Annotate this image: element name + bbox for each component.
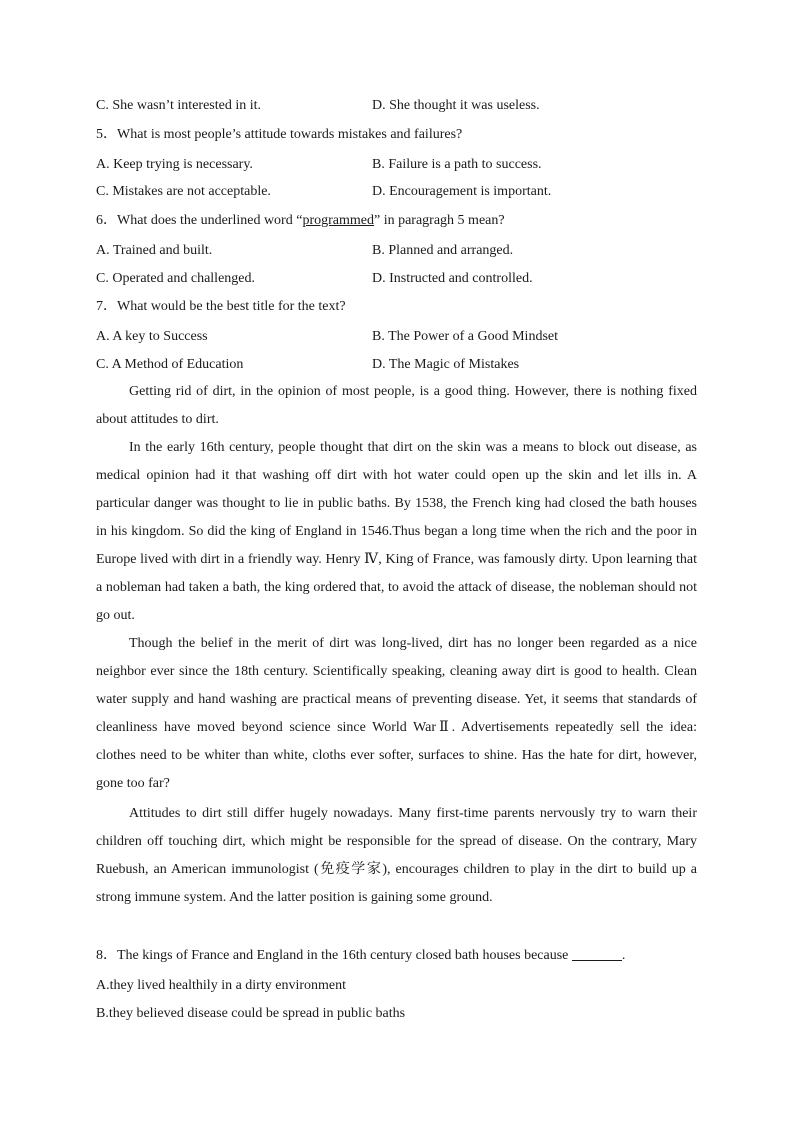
q8-stem: 8．The kings of France and England in the 16th century closed bath houses because: [96, 948, 569, 963]
q7-options-row-2: [96, 355, 696, 375]
q6-options-row-1: [96, 241, 696, 261]
q5-stem: 5．What is most people’s attitude towards mistakes and failures?: [96, 127, 463, 142]
q6-option-b[interactable]: B. Planned and arranged.: [372, 243, 514, 258]
q6-options-row-2: [96, 269, 696, 289]
q7-option-d[interactable]: D. The Magic of Mistakes: [372, 357, 520, 372]
q7-option-b[interactable]: B. The Power of a Good Mindset: [372, 329, 558, 344]
passage-paragraph-2: In the early 16th century, people thought that dirt on the skin was a means to block out disease, as medical opinion had it that washing off dirt with hot water could open up the skin and let ills in. A particular danger was thought to lie in public baths. By 1538, the French king had closed the bath houses in his kingdom. So did the king of England in 1546.Thus began a long time when the rich and the poor in Europe lived with dirt in a friendly way. Henry Ⅳ, King of France, was famously dirty. Upon learning that a nobleman had taken a bath, the king ordered that, to avoid the attack of disease, the nobleman should not go out.: [96, 440, 697, 623]
q6-stem: 6．What does the underlined word “programmed” in paragragh 5 mean?: [96, 213, 505, 228]
q5-option-c[interactable]: C. Mistakes are not acceptable.: [96, 184, 271, 199]
passage-paragraph-3: Though the belief in the merit of dirt was long-lived, dirt has no longer been regarded as a nice neighbor ever since the 18th century. Scientifically speaking, cleaning away dirt is good to health. Clean water supply and hand washing are practical means of preventing disease. Yet, it seems that standards of cleanliness have moved beyond science since World WarⅡ. Advertisements repeatedly sell the idea: clothes need to be whiter than white, cloths ever softer, surfaces to shine. Has the hate for dirt, however, gone too far?: [96, 636, 697, 791]
answer-blank[interactable]: [572, 946, 622, 961]
q5-option-b[interactable]: B. Failure is a path to success.: [372, 157, 542, 172]
q8-option-b[interactable]: B.they believed disease could be spread in public baths: [96, 1006, 406, 1021]
passage-paragraph-4: Attitudes to dirt still differ hugely nowadays. Many first-time parents nervously try to warn their children off touching dirt, which might be responsible for the spread of disease. On the contrary, Mary Ruebush, an American immunologist (免疫学家), encourages children to play in the dirt to build up a strong immune system. And the latter position is gaining some ground.: [96, 806, 697, 905]
q7-option-a[interactable]: A. A key to Success: [96, 329, 208, 344]
q8-stem-line: [96, 946, 696, 966]
q4-option-c[interactable]: C. She wasn’t interested in it.: [96, 98, 261, 113]
q7-option-c[interactable]: C. A Method of Education: [96, 357, 244, 372]
q5-options-row-1: [96, 155, 696, 175]
q5-option-d[interactable]: D. Encouragement is important.: [372, 184, 552, 199]
q5-options-row-2: [96, 182, 696, 202]
q5-option-a[interactable]: A. Keep trying is necessary.: [96, 157, 253, 172]
q4-options-row-2: [96, 96, 696, 116]
q7-options-row-1: [96, 327, 696, 347]
q6-option-d[interactable]: D. Instructed and controlled.: [372, 271, 533, 286]
underlined-word: programmed: [302, 213, 374, 228]
passage-paragraph-1: Getting rid of dirt, in the opinion of most people, is a good thing. However, there is nothing fixed about attitudes to dirt.: [96, 384, 697, 427]
q8-option-a[interactable]: A.they lived healthily in a dirty environment: [96, 978, 346, 993]
q8-stem-end: .: [621, 948, 626, 963]
q7-stem: 7．What would be the best title for the text?: [96, 299, 346, 314]
q6-option-c[interactable]: C. Operated and challenged.: [96, 271, 255, 286]
q4-option-d[interactable]: D. She thought it was useless.: [372, 98, 540, 113]
q6-option-a[interactable]: A. Trained and built.: [96, 243, 213, 258]
